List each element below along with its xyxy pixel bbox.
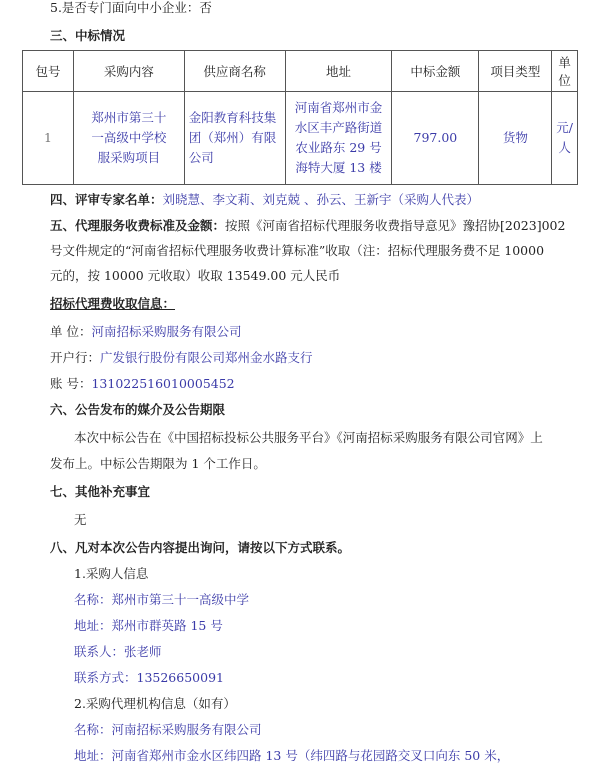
section6-line1: 本次中标公告在《中国招标投标公共服务平台》《河南招标采购服务有限公司官网》上 [74, 430, 543, 445]
purchaser-name: 名称：郑州市第三十一高级中学 [74, 592, 250, 607]
cell-type: 货物 [479, 92, 552, 185]
cell-address-line: 海特大厦 13 楼 [295, 160, 382, 175]
section3-title: 三、中标情况 [50, 28, 126, 43]
section4-title: 四、评审专家名单： [50, 192, 163, 207]
section5-title: 五、代理服务收费标准及金额： [50, 218, 226, 233]
bid-result-table [22, 50, 578, 185]
cell-package-no: 1 [23, 92, 74, 185]
fee-info-title: 招标代理费收取信息： [50, 296, 176, 311]
section6-title: 六、公告发布的媒介及公告期限 [50, 402, 226, 417]
agency-address: 地址：河南省郑州市金水区纬四路 13 号（纬四路与花园路交叉口向东 50 米， [74, 748, 510, 763]
cell-address-line: 河南省郑州市金 [294, 100, 383, 115]
cell-supplier-line: 团（郑州）有限 [188, 130, 277, 145]
cell-amount: 797.00 [392, 92, 479, 185]
section6-line2: 发布上。中标公告期限为 1 个工作日。 [50, 456, 266, 471]
header-package-no: 包号 [23, 51, 74, 92]
table-header-row [23, 51, 578, 92]
table-row [23, 92, 578, 185]
cell-content [73, 92, 184, 185]
cell-content-line: 服采购项目 [97, 150, 161, 165]
purchaser-contact: 联系人：张老师 [74, 644, 162, 659]
fee-account-label: 账 号： [50, 376, 92, 391]
header-unit: 单位 [552, 51, 578, 92]
fee-bank-label: 开户行： [50, 350, 101, 365]
section7-value: 无 [74, 512, 87, 527]
cell-supplier [184, 92, 285, 185]
fee-unit-line [50, 324, 242, 340]
purchaser-address: 地址：郑州市群英路 15 号 [74, 618, 223, 633]
fee-unit-label: 单 位： [50, 324, 92, 339]
section7-title: 七、其他补充事宜 [50, 484, 151, 499]
header-amount: 中标金额 [392, 51, 479, 92]
section5-line1 [50, 218, 565, 234]
fee-unit-value: 河南招标采购服务有限公司 [91, 324, 242, 339]
section5-line3: 元的，按 10000 元收取）收取 13549.00 元人民币 [50, 268, 341, 283]
section4-line [50, 192, 479, 208]
header-address: 地址 [285, 51, 392, 92]
header-type: 项目类型 [479, 51, 552, 92]
fee-bank-value: 广发银行股份有限公司郑州金水路支行 [100, 350, 313, 365]
header-supplier: 供应商名称 [184, 51, 285, 92]
purchaser-phone: 联系方式：13526650091 [74, 670, 224, 685]
cell-unit: 元/人 [552, 92, 578, 185]
agency-heading: 2.采购代理机构信息（如有） [74, 696, 236, 711]
expert-list: 刘晓慧、李文莉、刘克兢 、孙云、王新宇（采购人代表） [162, 192, 479, 207]
cell-supplier-line: 金阳教育科技集 [188, 110, 277, 125]
section5-line2: 号文件规定的“河南省招标代理服务收费计算标准”收取（注：招标代理服务费不足 10000 [50, 243, 545, 258]
fee-account-line [50, 376, 235, 392]
purchaser-heading: 1.采购人信息 [74, 566, 149, 581]
fee-bank-line [50, 350, 313, 366]
cell-supplier-line: 公司 [188, 150, 214, 165]
cell-address-line: 水区丰产路街道 [294, 120, 383, 135]
fee-account-value: 131022516010005452 [91, 376, 235, 391]
section8-title: 八、凡对本次公告内容提出询问，请按以下方式联系。 [50, 540, 351, 555]
cell-address [285, 92, 392, 185]
cell-content-line: 郑州市第三十 [91, 110, 167, 125]
section5-text: 按照《河南省招标代理服务收费指导意见》豫招协[2023]002 [225, 218, 566, 233]
cell-address-line: 农业路东 29 号 [295, 140, 382, 155]
agency-name: 名称：河南招标采购服务有限公司 [74, 722, 262, 737]
top-line: 5.是否专门面向中小企业：否 [50, 0, 212, 15]
header-content: 采购内容 [73, 51, 184, 92]
cell-content-line: 一高级中学校 [91, 130, 167, 145]
